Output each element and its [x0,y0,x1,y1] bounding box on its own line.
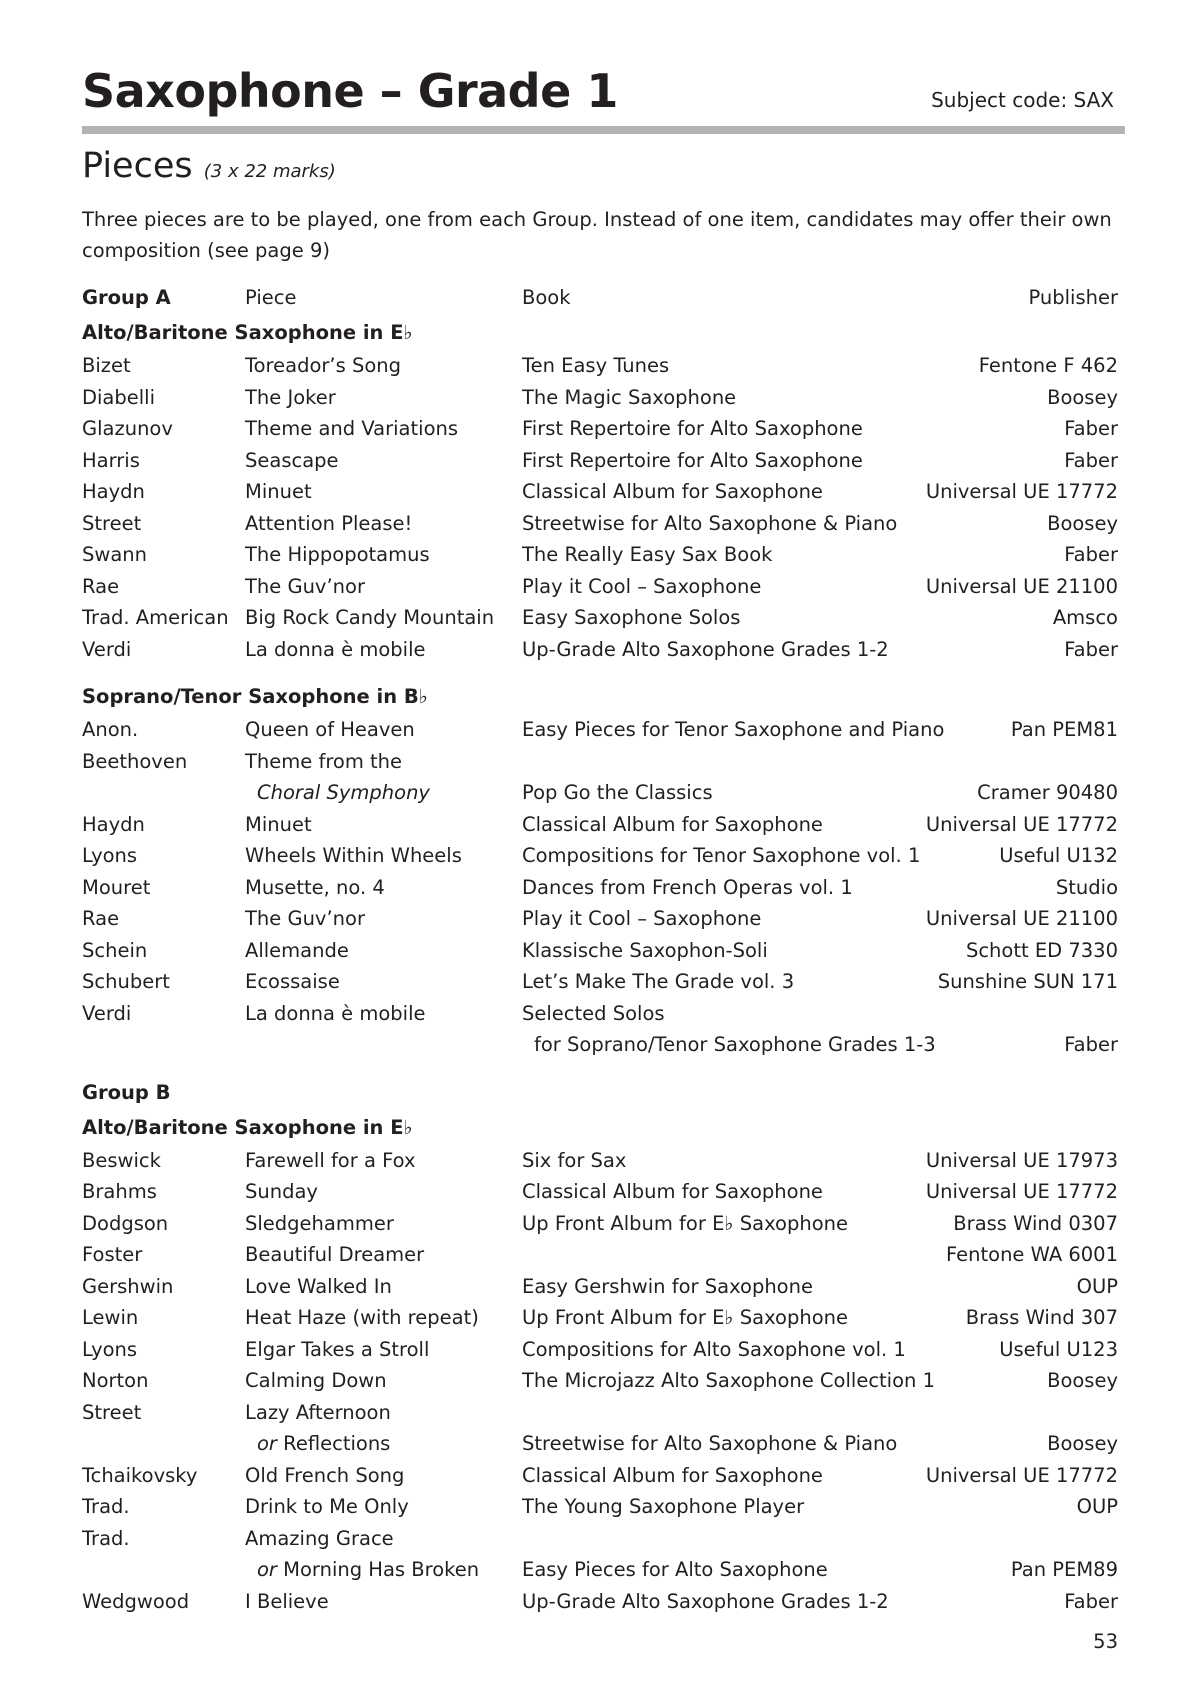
composer: Lyons [82,844,138,867]
piece: Minuet [245,480,312,503]
publisher: Fentone WA 6001 [945,1243,1118,1266]
section-title: Pieces [82,146,193,186]
book: Classical Album for Saxophone [522,812,823,836]
group-b-list [82,1145,1118,1397]
publisher: Studio [1055,875,1118,899]
section-marks: (3 x 22 marks) [203,161,336,182]
piece: Toreador’s Song [245,354,401,377]
group-b-label: Group B [82,1080,171,1104]
subject-code: Subject code: SAX [931,88,1114,112]
piece-continuation: Choral Symphony [257,781,430,804]
composer: Street [82,1400,142,1424]
publisher: Faber [1064,448,1118,472]
publisher: Universal UE 17772 [925,812,1118,836]
publisher: Universal UE 21100 [925,907,1118,930]
book: Up Front Album for E♭ Saxophone [522,1211,849,1235]
table-row [82,413,1118,445]
piece: Theme from the [245,749,403,773]
composer: Verdi [82,637,132,661]
table-row [82,571,1118,603]
book: The Magic Saxophone [522,385,737,409]
table-row [82,1460,1118,1492]
table-row [82,1365,1118,1397]
composer: Trad. [82,1526,130,1550]
repertoire-table [82,281,1118,1617]
piece: The Hippopotamus [245,543,430,566]
publisher: Universal UE 17772 [925,1180,1118,1203]
title-divider [82,126,1125,134]
piece: Sledgehammer [245,1211,394,1235]
composer: Wedgwood [82,1589,190,1613]
composer: Street [82,511,142,535]
book: Ten Easy Tunes [522,354,670,377]
book: Classical Album for Saxophone [522,1463,823,1487]
composer: Schubert [82,970,170,993]
piece: Queen of Heaven [245,718,415,741]
book: Up-Grade Alto Saxophone Grades 1-2 [522,1589,889,1613]
piece: Farewell for a Fox [245,1148,416,1172]
publisher: Faber [1064,543,1118,566]
or-label: or [257,1558,277,1581]
piece-alt: Reflections [283,1432,391,1455]
piece: La donna è mobile [245,637,426,661]
book: Streetwise for Alto Saxophone & Piano [522,1432,898,1455]
book: Classical Album for Saxophone [522,480,823,503]
book: Streetwise for Alto Saxophone & Piano [522,511,898,535]
composer: Diabelli [82,385,156,409]
composer: Lewin [82,1306,139,1329]
table-row [82,602,1118,634]
publisher: Faber [1064,637,1118,661]
book: Up-Grade Alto Saxophone Grades 1-2 [522,637,889,661]
composer: Bizet [82,354,131,377]
table-row [82,1176,1118,1208]
composer: Norton [82,1369,149,1392]
publisher: Useful U132 [999,844,1118,867]
book: Compositions for Tenor Saxophone vol. 1 [522,844,921,867]
table-row [82,872,1118,904]
table-row [82,809,1118,841]
publisher: Amsco [1052,606,1118,629]
book: Easy Pieces for Tenor Saxophone and Piano [522,718,945,741]
table-row [82,350,1118,382]
piece: Lazy Afternoon [245,1400,391,1424]
title-row [82,60,1118,122]
composer: Gershwin [82,1274,174,1298]
book: Play it Cool – Saxophone [522,574,762,598]
group-a-soprano-list [82,809,1118,998]
composer: Rae [82,907,120,930]
table-row [82,634,1118,666]
publisher: Boosey [1047,511,1118,535]
piece: Wheels Within Wheels [245,844,462,867]
composer: Lyons [82,1337,138,1361]
book: The Really Easy Sax Book [522,543,773,566]
composer: Anon. [82,718,139,741]
table-row [82,1334,1118,1366]
publisher: Cramer 90480 [977,781,1118,804]
book: The Microjazz Alto Saxophone Collection 1 [522,1369,935,1392]
publisher: Brass Wind 0307 [953,1211,1118,1235]
table-row [82,1271,1118,1303]
piece: Beautiful Dreamer [245,1243,425,1266]
composer: Dodgson [82,1211,169,1235]
publisher: Boosey [1047,385,1118,409]
piece: Big Rock Candy Mountain [245,606,495,629]
piece-alt: Morning Has Broken [283,1558,480,1581]
table-row [82,966,1118,998]
composer: Glazunov [82,417,173,440]
piece: Ecossaise [245,970,340,993]
book: Play it Cool – Saxophone [522,907,762,930]
composer: Beethoven [82,749,188,773]
publisher: Fentone F 462 [978,354,1118,377]
table-row [82,508,1118,540]
publisher: Boosey [1047,1432,1118,1455]
composer: Harris [82,448,140,472]
piece: Sunday [245,1180,318,1203]
page [82,60,1118,122]
table-row [82,903,1118,935]
section-label: Soprano/Tenor Saxophone in B♭ [82,685,428,708]
book: Selected Solos [522,1001,665,1025]
book: First Repertoire for Alto Saxophone [522,448,863,472]
piece: Musette, no. 4 [245,875,385,899]
piece: I Believe [245,1589,329,1613]
book: Dances from French Operas vol. 1 [522,875,853,899]
table-row [82,476,1118,508]
table-row-continuation [82,1554,1118,1586]
piece-continuation [257,1554,479,1586]
publisher: Sunshine SUN 171 [937,970,1118,993]
piece: Heat Haze (with repeat) [245,1306,479,1329]
table-row [82,714,1118,746]
group-a-alto-list [82,350,1118,665]
piece: Attention Please! [245,511,413,535]
publisher: Brass Wind 307 [965,1306,1118,1329]
table-row [82,445,1118,477]
section-label: Alto/Baritone Saxophone in E♭ [82,1115,413,1139]
table-row [82,935,1118,967]
composer: Trad. [82,1495,130,1518]
piece: Calming Down [245,1369,387,1392]
section-label: Alto/Baritone Saxophone in E♭ [82,321,413,344]
piece: Elgar Takes a Stroll [245,1337,430,1361]
table-row [82,998,1118,1030]
book: First Repertoire for Alto Saxophone [522,417,863,440]
piece: Theme and Variations [245,417,459,440]
publisher: Universal UE 17772 [925,480,1118,503]
table-row-continuation [82,777,1118,809]
table-row [82,1523,1118,1555]
table-header [82,281,1118,315]
group-b-list-2 [82,1460,1118,1523]
book: Easy Gershwin for Saxophone [522,1274,813,1298]
composer: Mouret [82,875,151,899]
composer: Trad. American [82,606,229,629]
book: Classical Album for Saxophone [522,1180,823,1203]
book: Up Front Album for E♭ Saxophone [522,1306,849,1329]
intro-text: Three pieces are to be played, one from each Group. Instead of one item, candidates may offer their own composition (see page 9) [82,208,1112,262]
piece: Drink to Me Only [245,1495,409,1518]
publisher-column-header: Publisher [1028,286,1118,309]
book: Six for Sax [522,1148,627,1172]
section-heading [82,143,336,195]
composer: Verdi [82,1001,132,1025]
composer: Tchaikovsky [82,1463,198,1487]
publisher: Useful U123 [999,1337,1118,1361]
publisher: Schott ED 7330 [965,938,1118,962]
publisher: OUP [1076,1495,1118,1518]
table-row [82,746,1118,778]
table-row [82,382,1118,414]
publisher: Universal UE 17973 [925,1148,1118,1172]
or-label: or [257,1432,277,1455]
publisher: Universal UE 17772 [925,1463,1118,1487]
book-continuation: for Soprano/Tenor Saxophone Grades 1-3 [534,1033,936,1056]
piece: Minuet [245,812,312,836]
book-column-header: Book [522,286,571,309]
table-row [82,1302,1118,1334]
publisher: Faber [1064,1589,1118,1613]
piece: The Joker [245,385,336,409]
piece: The Guv’nor [245,907,365,930]
piece-continuation [257,1428,390,1460]
page-title: Saxophone – Grade 1 [82,64,618,118]
book: Easy Saxophone Solos [522,606,741,629]
table-row [82,1145,1118,1177]
book: The Young Saxophone Player [522,1495,805,1518]
table-row [82,1397,1118,1429]
publisher: OUP [1076,1274,1118,1298]
table-row [82,840,1118,872]
composer: Brahms [82,1180,157,1203]
composer: Haydn [82,480,145,503]
piece: Allemande [245,938,349,962]
table-row [82,1208,1118,1240]
composer: Rae [82,574,120,598]
publisher: Pan PEM81 [1010,718,1118,741]
publisher: Pan PEM89 [1010,1558,1118,1581]
table-row [82,1239,1118,1271]
table-row [82,539,1118,571]
composer: Schein [82,938,148,962]
piece: Amazing Grace [245,1526,394,1550]
piece: Old French Song [245,1463,405,1487]
publisher: Universal UE 21100 [925,574,1118,598]
table-row-continuation [82,1029,1118,1061]
book: Easy Pieces for Alto Saxophone [522,1558,828,1581]
piece: La donna è mobile [245,1001,426,1025]
publisher: Faber [1064,417,1118,440]
piece: The Guv’nor [245,574,365,598]
piece-column-header: Piece [245,286,297,309]
publisher: Boosey [1047,1369,1118,1392]
book: Klassische Saxophon-Soli [522,938,768,962]
piece: Love Walked In [245,1274,392,1298]
table-row-continuation [82,1428,1118,1460]
composer: Swann [82,543,147,566]
table-row [82,1491,1118,1523]
composer: Foster [82,1243,143,1266]
book: Let’s Make The Grade vol. 3 [522,970,795,993]
composer: Haydn [82,812,145,836]
piece: Seascape [245,448,339,472]
composer: Beswick [82,1148,161,1172]
publisher: Faber [1064,1033,1118,1056]
book: Pop Go the Classics [522,781,713,804]
page-number: 53 [1093,1630,1118,1653]
group-a-label: Group A [82,286,171,309]
book: Compositions for Alto Saxophone vol. 1 [522,1337,906,1361]
table-row [82,1586,1118,1618]
